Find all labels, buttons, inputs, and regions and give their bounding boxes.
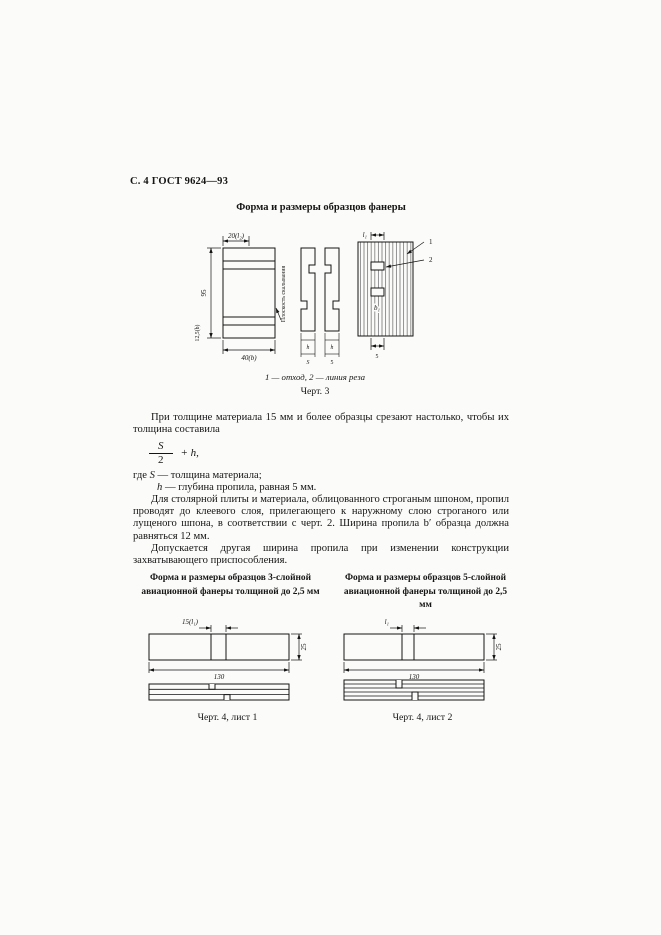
where-lead: где <box>133 469 147 481</box>
where-h-line <box>133 482 509 494</box>
paragraph-2: Для столярной плиты и материала, облицованного строганым шпоном, пропил проводят до клеевого слоя, прилегающего к наружному слою строганого или лущеного шпона, в соответствии с черт. 2. Ширина пропила b′ образца должна равняться 12 мм. <box>133 494 509 542</box>
figure4-sheet1-title: Форма и размеры образцов 3-слойной авиационной фанеры толщиной до 2,5 мм <box>141 573 320 597</box>
dim-label-130: 130 <box>408 673 420 681</box>
dim-label-l1: l₁ <box>384 618 389 626</box>
fraction-numerator: S <box>149 440 173 453</box>
dim-label-20l2: 20(l₂) <box>227 232 245 240</box>
fraction <box>149 440 173 465</box>
dim-label-5-right: 5 <box>375 354 379 360</box>
figure4-sheet1-drawing <box>145 616 310 708</box>
callout-1: 1 <box>429 238 433 246</box>
dim-label-l1: l₁ <box>362 231 367 239</box>
paragraph-1: При толщине материала 15 мм и более образцы срезают настолько, чтобы их толщина составила <box>133 412 509 436</box>
dimensions <box>344 625 497 673</box>
where-s-rest: — толщина материала; <box>157 469 262 481</box>
dim-label-s: S <box>306 360 310 366</box>
cut-slot-lower <box>371 288 384 296</box>
plan-view <box>149 634 289 660</box>
figure3-caption: Черт. 3 <box>300 386 330 397</box>
page-header: С. 4 ГОСТ 9624—93 <box>130 176 229 187</box>
where-h-rest: — глубина пропила, равная 5 мм. <box>164 481 317 493</box>
figure3-legend: 1 — отход, 2 — линия реза <box>264 372 366 382</box>
dim-label-25: 25 <box>495 643 503 651</box>
figure3-title: Форма и размеры образцов фанеры <box>236 202 406 213</box>
dim-label-h-right: h <box>330 345 334 351</box>
section-view <box>149 684 289 700</box>
dim-label-95: 95 <box>200 289 208 297</box>
dim-label-b1: b₁ <box>374 304 380 312</box>
figure4-sheet2-drawing <box>340 616 505 708</box>
paragraph-3: Допускается другая ширина пропила при изменении конструкции захватывающего приспособления. <box>133 542 509 567</box>
figure4-sheet2-caption: Черт. 4, лист 2 <box>392 712 453 723</box>
top-cut-notch <box>396 680 402 688</box>
specimen-front-view <box>223 248 275 338</box>
cut-slot-upper <box>371 262 384 270</box>
plan-view <box>344 634 484 660</box>
dim-label-40b: 40(b) <box>241 354 257 362</box>
figure4-sheet1-caption: Черт. 4, лист 1 <box>197 712 258 723</box>
bottom-cut-notch <box>412 692 418 700</box>
figure4-sheet2-title: Форма и размеры образцов 5-слойной авиационной фанеры толщиной до 2,5 мм <box>343 573 508 611</box>
specimen-top-view <box>358 242 413 336</box>
dim-label-h-left: h <box>306 345 310 351</box>
fraction-denominator: 2 <box>158 453 164 466</box>
dim-label-15l1: 15(l₁) <box>181 618 198 626</box>
dim-label-12-5b: 12,5(b) <box>195 324 201 342</box>
where-s-line <box>133 470 509 482</box>
callout-2: 2 <box>429 256 433 264</box>
dim-label-130: 130 <box>213 673 225 681</box>
dim-label-25: 25 <box>300 643 308 651</box>
where-s-var: S <box>149 469 155 481</box>
body-text <box>133 412 509 567</box>
formula-tail: + h, <box>180 446 199 459</box>
front-view-dimensions <box>207 236 281 354</box>
dim-label-5-mid: 5 <box>330 360 334 366</box>
where-h-var: h <box>157 481 163 493</box>
bottom-cut-notch <box>224 695 230 700</box>
formula <box>149 440 509 465</box>
figure3-drawing <box>193 228 443 374</box>
specimen-side-views <box>301 248 339 331</box>
top-cut-notch <box>209 684 215 689</box>
shear-plane-label: Плоскость скалывания <box>281 265 287 323</box>
